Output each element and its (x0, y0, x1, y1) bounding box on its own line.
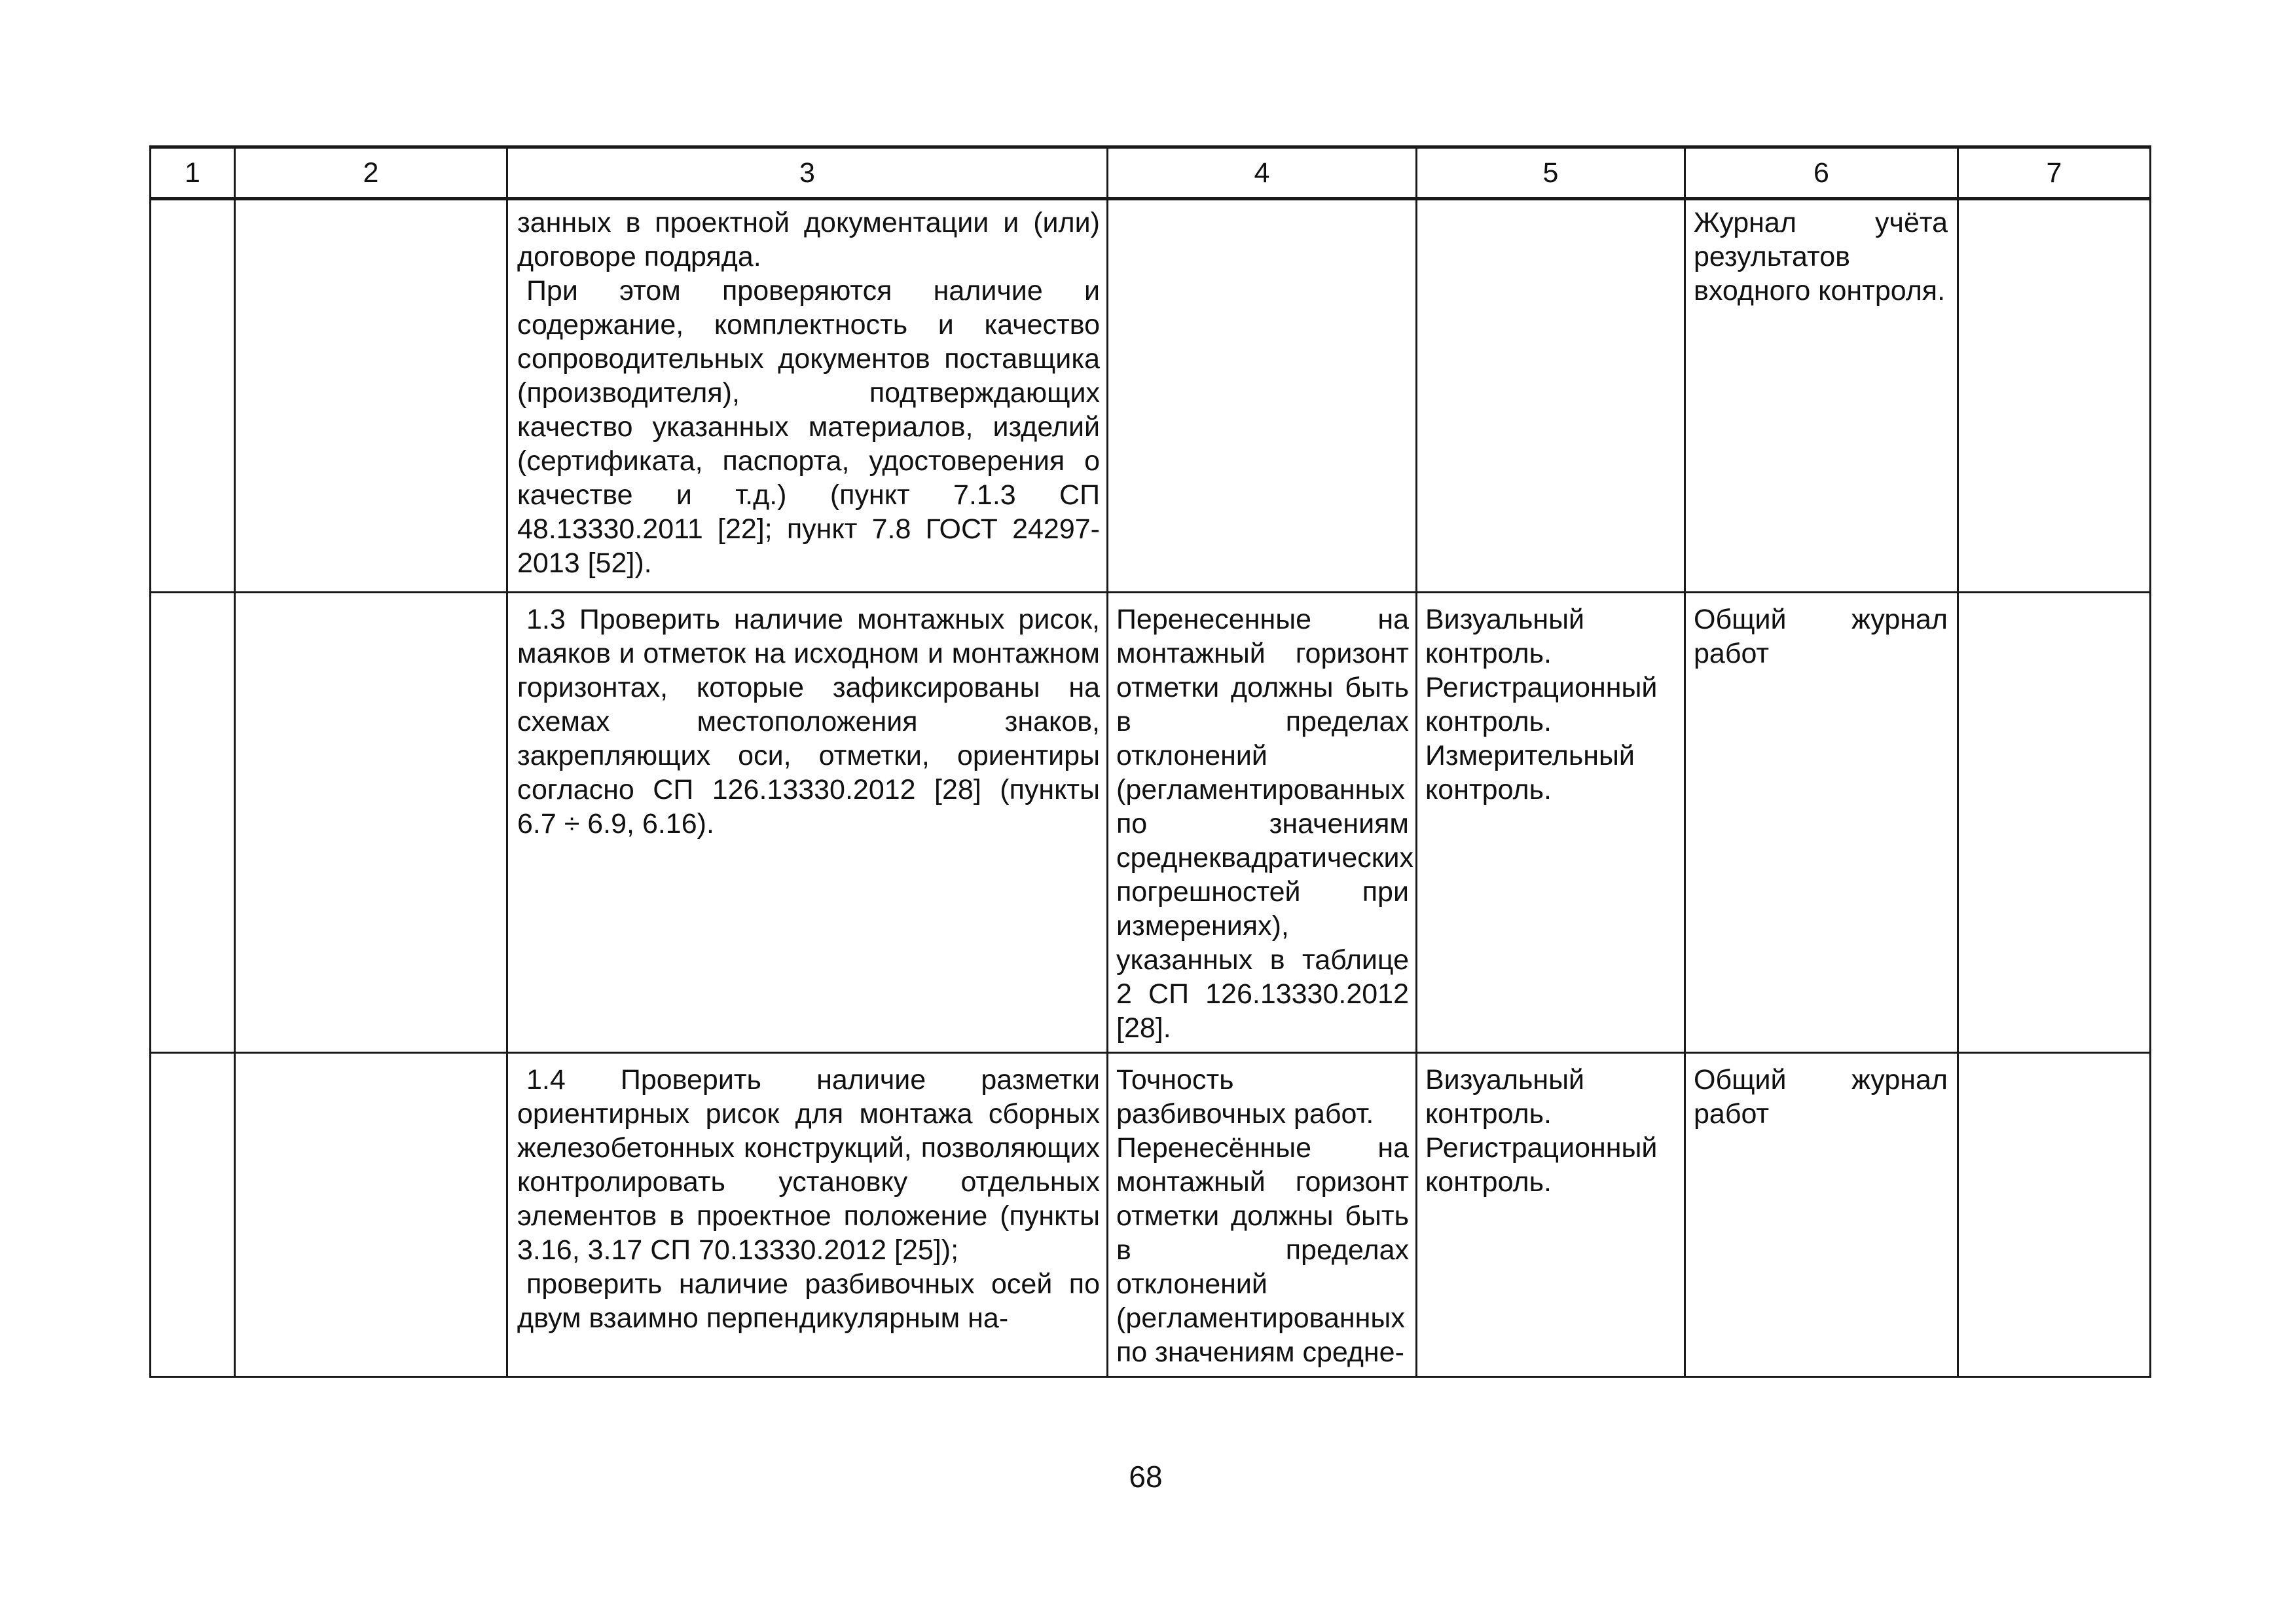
cell-paragraph: Перенесенные на монтажный горизонт отметки должны быть в пределах отклонений (регламентированных по значениям среднеквадратических погрешностей при измерениях), указанных в таблице 2 СП 126.13330.2012 [28]. (1116, 604, 1414, 1044)
cell-text (1959, 593, 2149, 609)
cell-paragraph: 1.4 Проверить наличие разметки ориентирных рисок для монтажа сборных железобетонных конструкций, позволяющих контролировать установку отдельных элементов в проектное положение (пункты 3.16, 3.17 СП 70.13330.2012 [25]); (517, 1064, 1100, 1266)
table-cell (507, 593, 1108, 1053)
cell-paragraph: При этом проверяются наличие и содержание, комплектность и качество сопроводительных документов поставщика (производителя), подтверждающих качество указанных материалов, изделий (сертификата, паспорта, удостоверения о качестве и т.д.) (пункт 7.1.3 СП 48.13330.2011 [22]; пункт 7.8 ГОСТ 24297-2013 [52]). (517, 275, 1100, 579)
cell-paragraph: Точность разбивочных работ. (1116, 1064, 1374, 1130)
table-cell (1108, 199, 1417, 593)
table-cell (1108, 593, 1417, 1053)
table-cell (151, 593, 235, 1053)
table-row (151, 199, 2151, 593)
cell-paragraph: Измерительный контроль. (1425, 740, 1635, 805)
cell-paragraph: 1.3 Проверить наличие монтажных рисок, маяков и отметок на исходном и монтажном горизонтах, которые зафиксированы на схемах местоположения знаков, закрепляющих оси, отметки, ориентиры согласно СП 126.13330.2012 [28] (пункты 6.7 ÷ 6.9, 6.16). (517, 604, 1100, 840)
column-header-4: 4 (1108, 147, 1417, 199)
table-row (151, 593, 2151, 1053)
cell-text (236, 1054, 506, 1069)
table-cell (1685, 593, 1958, 1053)
cell-text (151, 1054, 234, 1069)
cell-text (236, 200, 506, 216)
column-header-5: 5 (1417, 147, 1685, 199)
cell-text (151, 593, 234, 609)
table-cell (1417, 199, 1685, 593)
table-cell (235, 199, 507, 593)
table-cell (1685, 199, 1958, 593)
table-row (151, 1053, 2151, 1377)
column-header-2: 2 (235, 147, 507, 199)
cell-paragraph: проверить наличие разбивочных осей по двум взаимно перпендикулярным на- (517, 1268, 1100, 1334)
cell-paragraph: Регистрационный контроль. (1425, 672, 1658, 737)
cell-paragraph: Журнал учёта результатов входного контроля. (1694, 207, 1948, 306)
table-header-row (151, 147, 2151, 199)
table-cell (1417, 593, 1685, 1053)
table-cell (1108, 1053, 1417, 1377)
table-cell (1958, 1053, 2151, 1377)
table-cell (151, 1053, 235, 1377)
cell-text (1959, 200, 2149, 216)
cell-paragraph: Визуальный контроль. (1425, 604, 1585, 669)
table-cell (151, 199, 235, 593)
table-cell (1417, 1053, 1685, 1377)
column-header-3: 3 (507, 147, 1108, 199)
table-cell (507, 1053, 1108, 1377)
cell-text (1417, 200, 1684, 216)
cell-paragraph: Перенесённые на монтажный горизонт отметки должны быть в пределах отклонений (регламентированных по значениям средне- (1116, 1132, 1409, 1368)
table-cell (507, 199, 1108, 593)
cell-paragraph: Общий журнал работ (1694, 1064, 1948, 1130)
control-table (149, 145, 2151, 1378)
table-cell (235, 1053, 507, 1377)
cell-paragraph: Общий журнал работ (1694, 604, 1948, 669)
cell-text (1959, 1054, 2149, 1069)
table-cell (235, 593, 507, 1053)
column-header-6: 6 (1685, 147, 1958, 199)
column-header-7: 7 (1958, 147, 2151, 199)
cell-paragraph: занных в проектной документации и (или) договоре подряда. (517, 207, 1100, 272)
cell-paragraph: Визуальный контроль. (1425, 1064, 1585, 1130)
column-header-1: 1 (151, 147, 235, 199)
table-cell (1958, 593, 2151, 1053)
cell-paragraph: Регистрационный контроль. (1425, 1132, 1658, 1198)
cell-text (1108, 200, 1415, 216)
table-cell (1958, 199, 2151, 593)
page-number: 68 (1129, 1460, 1163, 1494)
table-cell (1685, 1053, 1958, 1377)
cell-text (236, 593, 506, 609)
cell-text (151, 200, 234, 216)
